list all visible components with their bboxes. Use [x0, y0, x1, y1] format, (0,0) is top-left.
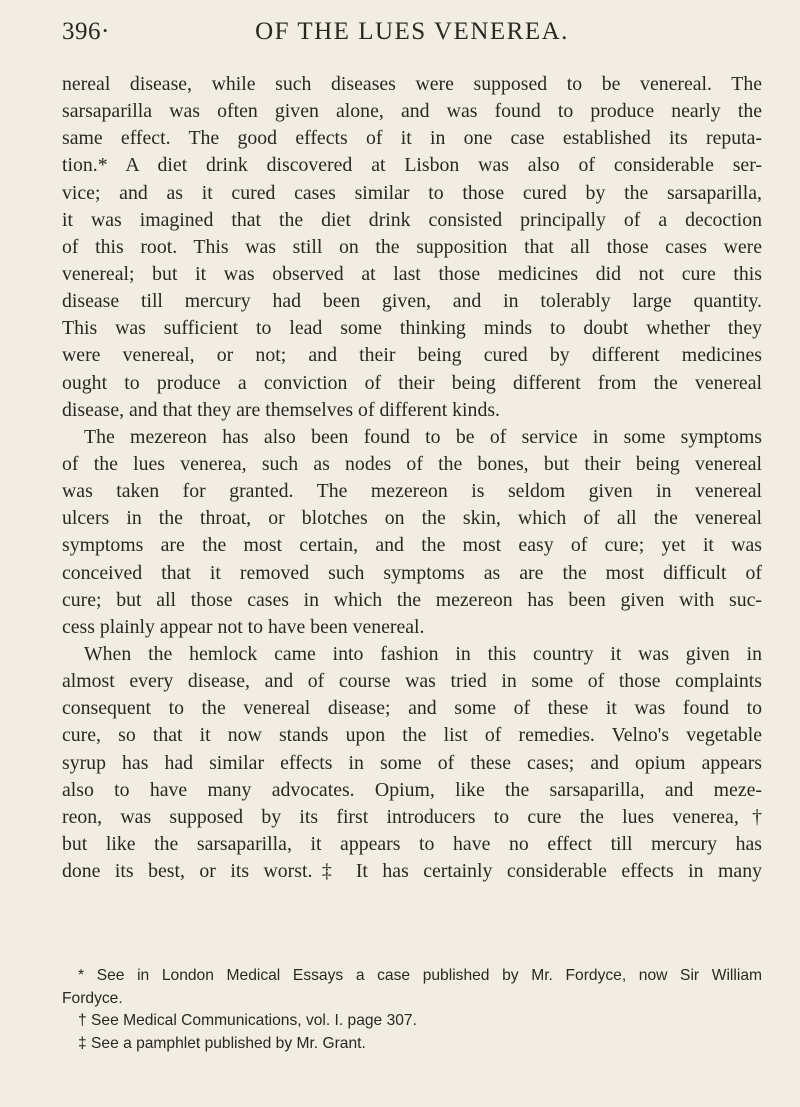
text-line: disease till mercury had been given, and in tolerably large quantity. — [62, 290, 762, 313]
text-line: cure, so that it now stands upon the list of remedies. Velno's vegetable — [62, 724, 762, 747]
text-line: This was sufficient to lead some thinking minds to doubt whether they — [62, 317, 762, 340]
text-line: tion.* A diet drink discovered at Lisbon was also of considerable ser- — [62, 154, 762, 177]
text-line: The mezereon has also been found to be of service in some symptoms — [84, 425, 762, 448]
text-line: of this root. This was still on the supposition that all those cases were — [62, 235, 762, 258]
text-line: almost every disease, and of course was tried in some of those complaints — [62, 670, 762, 693]
footnote-line: Fordyce. — [62, 989, 123, 1007]
text-line: reon, was supposed by its first introducers to cure the lues venerea,† — [62, 805, 762, 828]
text-line: symptoms are the most certain, and the most easy of cure; yet it was — [62, 534, 762, 557]
text-line: of the lues venerea, such as nodes of the bones, but their being venereal — [62, 452, 762, 475]
text-line: but like the sarsaparilla, it appears to have no effect till mercury has — [62, 832, 762, 855]
text-line: disease, and that they are themselves of different kinds. — [62, 398, 500, 421]
text-line: venereal; but it was observed at last those medicines did not cure this — [62, 262, 762, 285]
text-line: it was imagined that the diet drink consisted principally of a decoction — [62, 208, 762, 231]
text-line: cess plainly appear not to have been venereal. — [62, 615, 425, 638]
text-line: same effect. The good effects of it in one case established its reputa- — [62, 127, 762, 150]
text-line: ulcers in the throat, or blotches on the skin, which of all the venereal — [62, 507, 762, 530]
body-text — [62, 71, 762, 885]
text-line: consequent to the venereal disease; and some of these it was found to — [62, 697, 762, 720]
text-line: sarsaparilla was often given alone, and was found to produce nearly the — [62, 100, 762, 123]
text-line: also to have many advocates. Opium, like the sarsaparilla, and meze- — [62, 778, 762, 801]
running-head — [62, 18, 762, 58]
text-line: conceived that it removed such symptoms as are the most difficult of — [62, 561, 762, 584]
page-number: 396· — [62, 18, 110, 45]
text-line: When the hemlock came into fashion in this country it was given in — [84, 642, 762, 665]
text-line: done its best, or its worst.‡ It has certainly considerable effects in many — [62, 860, 762, 883]
footnotes — [62, 965, 762, 1055]
text-line: cure; but all those cases in which the mezereon has been given with suc- — [62, 588, 762, 611]
footnote-line: * See in London Medical Essays a case published by Mr. Fordyce, now Sir William — [78, 967, 762, 984]
footnote-line: † See Medical Communications, vol. I. page 307. — [78, 1012, 417, 1030]
text-line: nereal disease, while such diseases were supposed to be venereal. The — [62, 73, 762, 95]
text-line: was taken for granted. The mezereon is seldom given in venereal — [62, 480, 762, 503]
text-line: were venereal, or not; and their being cured by different medicines — [62, 344, 762, 367]
text-line: vice; and as it cured cases similar to those cured by the sarsaparilla, — [62, 181, 762, 204]
footnote-line: ‡ See a pamphlet published by Mr. Grant. — [78, 1034, 366, 1052]
text-line: ought to produce a conviction of their being different from the venereal — [62, 371, 762, 394]
running-title: OF THE LUES VENEREA. — [255, 18, 569, 45]
text-line: syrup has had similar effects in some of these cases; and opium appears — [62, 751, 762, 774]
